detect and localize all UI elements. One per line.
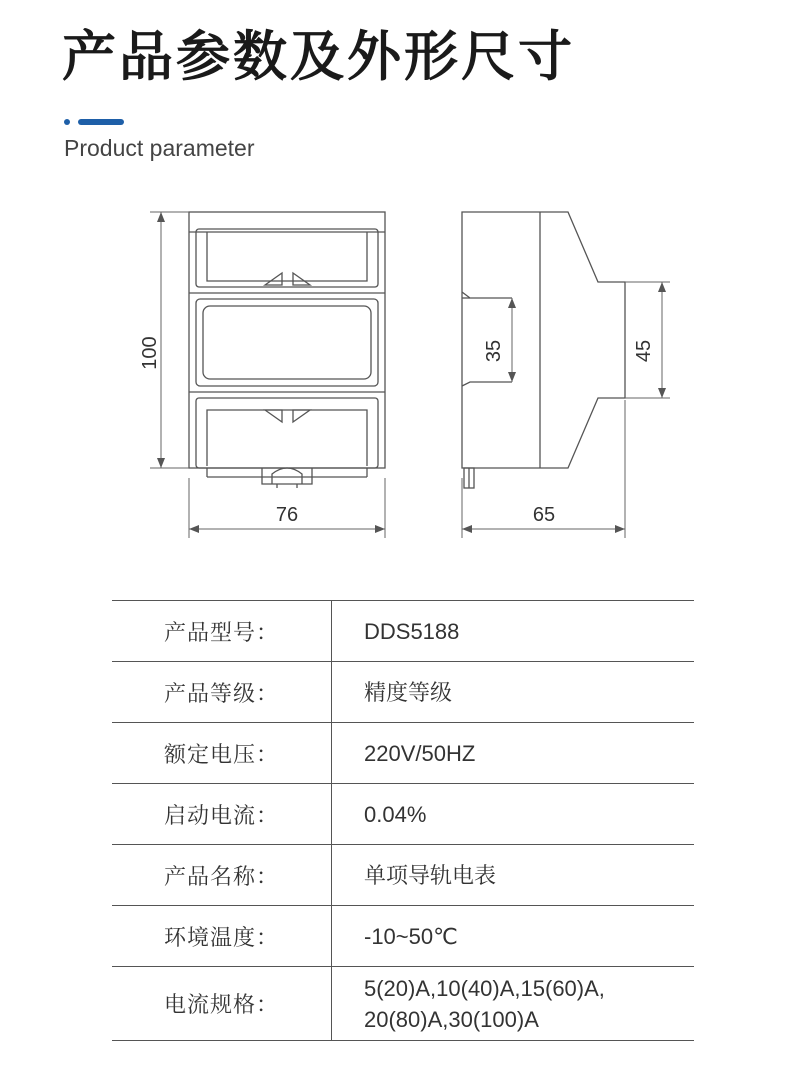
dim-side-depth-label: 65: [532, 504, 556, 526]
spec-table: [112, 600, 694, 1041]
table-row: [112, 967, 694, 1041]
spec-label: 产品型号：: [112, 601, 332, 662]
spec-value-line-1: 5(20)A,10(40)A,15(60)A,: [364, 975, 605, 1001]
table-row: [112, 601, 694, 662]
spec-label: 产品名称：: [112, 845, 332, 906]
dim-height-label: 100: [139, 336, 161, 370]
table-row: [112, 784, 694, 845]
dim-rail-45-label: 45: [633, 339, 655, 363]
spec-value: DDS5188: [332, 601, 695, 662]
page-subtitle: Product parameter: [64, 135, 255, 161]
spec-value: 220V/50HZ: [332, 723, 695, 784]
spec-value: 0.04%: [332, 784, 695, 845]
table-row: [112, 662, 694, 723]
table-row: [112, 906, 694, 967]
spec-value-multiline: [332, 967, 695, 1041]
spec-label: 产品等级：: [112, 662, 332, 723]
table-row: [112, 723, 694, 784]
spec-label: 环境温度：: [112, 906, 332, 967]
front-view-arrows: [265, 273, 310, 422]
spec-label: 电流规格：: [112, 967, 332, 1041]
spec-value: 精度等级: [332, 662, 695, 723]
spec-label: 额定电压：: [112, 723, 332, 784]
spec-value: 单项导轨电表: [332, 845, 695, 906]
dim-front-width-label: 76: [275, 504, 299, 526]
dim-rail-35-label: 35: [483, 339, 505, 363]
spec-value: -10~50℃: [332, 906, 695, 967]
page-title: 产品参数及外形尺寸: [62, 25, 575, 88]
table-row: [112, 845, 694, 906]
front-view-clip: [207, 468, 367, 488]
front-view-outline: [189, 212, 385, 468]
spec-value-line-2: 20(80)A,30(100)A: [364, 1006, 539, 1032]
spec-label: 启动电流：: [112, 784, 332, 845]
